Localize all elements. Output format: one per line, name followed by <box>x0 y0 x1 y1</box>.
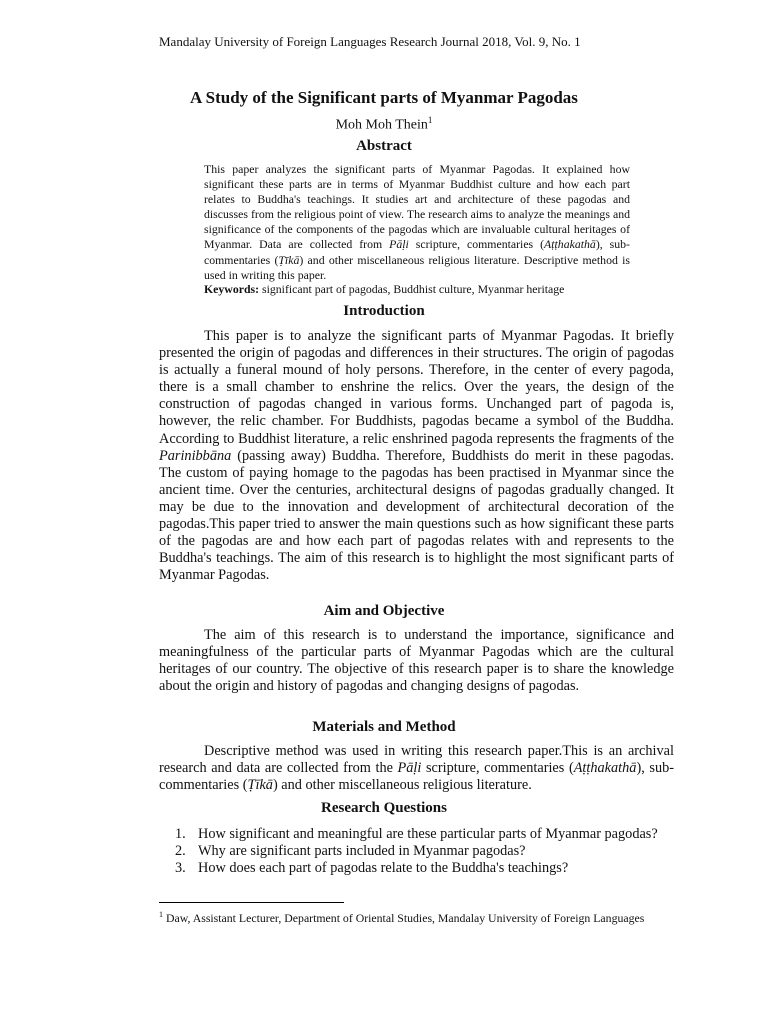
keywords-text: significant part of pagodas, Buddhist culture, Myanmar heritage <box>259 282 565 296</box>
abstract-heading: Abstract <box>356 138 412 154</box>
research-questions-list <box>159 826 674 877</box>
keywords <box>204 282 630 297</box>
list-item: 3. How does each part of pagodas relate to the Buddha's teachings? <box>175 860 569 876</box>
author-footnote-mark: 1 <box>427 115 433 125</box>
abstract-text: This paper analyzes the significant parts of Myanmar Pagodas. It explained how significant these parts are in terms of Myanmar Buddhist culture and how each part relates to Buddha's teachings. It studies art and architecture of these pagodas and discusses from the religious point of view. The research aims to analyze the meanings and significance of the components of the pagodas which are invaluable cultural heritages of Myanmar. Data are collected from Pāḷi scripture, commentaries (Aṭṭhakathā), sub-commentaries (Ṭīkā) and other miscellaneous religious literature. Descriptive method is used in writing this paper. <box>204 162 631 282</box>
running-head: Mandalay University of Foreign Languages Research Journal 2018, Vol. 9, No. 1 <box>159 34 581 49</box>
list-item: 2. Why are significant parts included in Myanmar pagodas? <box>175 843 526 859</box>
questions-heading: Research Questions <box>321 800 447 816</box>
author-line <box>0 115 768 134</box>
introduction-heading: Introduction <box>343 303 425 319</box>
footnote-divider <box>159 902 344 903</box>
aim-heading: Aim and Objective <box>323 603 445 619</box>
method-text: Descriptive method was used in writing this research paper.This is an archival research and data are collected from the Pāḷi scripture, commentaries (Aṭṭhakathā), sub-commentaries (Ṭīkā) and other miscellaneous religious literature. <box>159 743 675 794</box>
footnote-text: Daw, Assistant Lecturer, Department of Oriental Studies, Mandalay University of Foreign Languages <box>163 910 645 925</box>
author-name: Moh Moh Thein <box>335 117 428 133</box>
footnote-mark: 1 <box>159 910 163 919</box>
list-item: 1. How significant and meaningful are these particular parts of Myanmar pagodas? <box>175 826 658 842</box>
aim-text: The aim of this research is to understand the importance, significance and meaningfulness of the particular parts of Myanmar Pagodas which are the cultural heritages of our country. The objective of this research paper is to share the knowledge about the origin and history of pagodas and changing designs of pagodas. <box>159 627 674 695</box>
method-heading: Materials and Method <box>312 719 456 735</box>
paper-title: A Study of the Significant parts of Myanmar Pagodas <box>190 88 578 107</box>
footnote <box>159 907 659 926</box>
introduction-text: This paper is to analyze the significant parts of Myanmar Pagodas. It briefly presented the origin of pagodas and differences in their structures. The origin of pagodas is actually a funeral mound of holy persons. Therefore, in the center of every pagoda, there is a small chamber to enshrine the relics. Over the years, the design of the construction of pagodas changed in various forms. Unchanged part of pagoda is, however, the relic chamber. For Buddhists, pagodas became a symbol of the Buddha. According to Buddhist literature, a relic enshrined pagoda represents the fragments of the Parinibbāna (passing away) Buddha. Therefore, Buddhists do merit in these pagodas. The custom of paying homage to the pagodas has been practised in Myanmar since the ancient time. Over the centuries, architectural designs of pagodas gradually changed. It may be due to the innovation and development of architectural decoration of the pagodas.This paper tried to answer the main questions such as how significant these parts of the pagodas are and how each part of pagodas relates with and represents to the Buddha's teachings. The aim of this research is to highlight the most significant parts of Myanmar Pagodas. <box>159 328 674 584</box>
keywords-label: Keywords: <box>204 282 260 296</box>
